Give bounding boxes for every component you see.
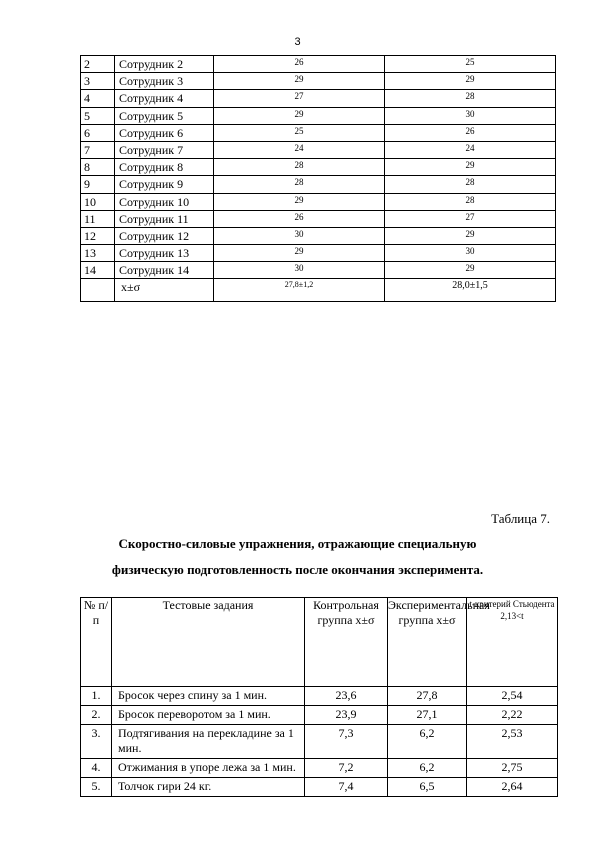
header-experimental: Экспериментальная группа x±σ bbox=[388, 598, 467, 687]
table-row bbox=[81, 193, 556, 210]
score-before: 30 bbox=[214, 227, 385, 244]
row-number: 2. bbox=[81, 706, 112, 725]
employee-scores-body bbox=[81, 56, 556, 302]
score-before: 26 bbox=[214, 56, 385, 73]
table-row bbox=[81, 176, 556, 193]
test-name: Бросок переворотом за 1 мин. bbox=[112, 706, 305, 725]
row-number: 4. bbox=[81, 759, 112, 778]
speed-strength-table bbox=[80, 597, 558, 797]
control-value: 7,4 bbox=[305, 778, 388, 797]
table-row bbox=[81, 56, 556, 73]
control-value: 23,9 bbox=[305, 706, 388, 725]
row-number: 11 bbox=[81, 210, 115, 227]
control-value: 23,6 bbox=[305, 687, 388, 706]
test-name: Толчок гири 24 кг. bbox=[112, 778, 305, 797]
t-value: 2,54 bbox=[467, 687, 558, 706]
score-before: 29 bbox=[214, 107, 385, 124]
table-row bbox=[81, 687, 558, 706]
total-before: 27,8±1,2 bbox=[214, 279, 385, 302]
score-before: 29 bbox=[214, 73, 385, 90]
header-test: Тестовые задания bbox=[112, 598, 305, 687]
score-after: 25 bbox=[385, 56, 556, 73]
total-row bbox=[81, 279, 556, 302]
table-row bbox=[81, 159, 556, 176]
table-row bbox=[81, 725, 558, 759]
row-number: 12 bbox=[81, 227, 115, 244]
table-row bbox=[81, 141, 556, 158]
employee-name: Сотрудник 11 bbox=[115, 210, 214, 227]
score-before: 30 bbox=[214, 262, 385, 279]
score-before: 27 bbox=[214, 90, 385, 107]
employee-name: Сотрудник 12 bbox=[115, 227, 214, 244]
score-after: 29 bbox=[385, 159, 556, 176]
control-value: 7,3 bbox=[305, 725, 388, 759]
employee-name: Сотрудник 2 bbox=[115, 56, 214, 73]
table-row bbox=[81, 73, 556, 90]
t-value: 2,64 bbox=[467, 778, 558, 797]
employee-name: Сотрудник 8 bbox=[115, 159, 214, 176]
row-number: 9 bbox=[81, 176, 115, 193]
speed-strength-body bbox=[81, 598, 558, 797]
employee-name: Сотрудник 3 bbox=[115, 73, 214, 90]
row-number: 7 bbox=[81, 141, 115, 158]
score-after: 30 bbox=[385, 245, 556, 262]
employee-name: Сотрудник 10 bbox=[115, 193, 214, 210]
row-number: 13 bbox=[81, 245, 115, 262]
employee-name: Сотрудник 5 bbox=[115, 107, 214, 124]
table-row bbox=[81, 245, 556, 262]
test-name: Отжимания в упоре лежа за 1 мин. bbox=[112, 759, 305, 778]
table-row bbox=[81, 706, 558, 725]
experimental-value: 6,2 bbox=[388, 725, 467, 759]
control-value: 7,2 bbox=[305, 759, 388, 778]
employee-name: Сотрудник 7 bbox=[115, 141, 214, 158]
row-number: 5 bbox=[81, 107, 115, 124]
table-row bbox=[81, 107, 556, 124]
test-name: Бросок через спину за 1 мин. bbox=[112, 687, 305, 706]
table-heading-line-2: физическую подготовленность после окончания эксперимента. bbox=[111, 562, 484, 577]
employee-name: Сотрудник 14 bbox=[115, 262, 214, 279]
table-row bbox=[81, 759, 558, 778]
t-value: 2,22 bbox=[467, 706, 558, 725]
table-row bbox=[81, 90, 556, 107]
total-label: x±σ bbox=[115, 279, 214, 302]
score-after: 30 bbox=[385, 107, 556, 124]
table-row bbox=[81, 124, 556, 141]
score-before: 29 bbox=[214, 193, 385, 210]
table-caption: Таблица 7. bbox=[491, 511, 550, 526]
table-heading-line-1: Скоростно-силовые упражнения, отражающие специальную bbox=[118, 536, 477, 551]
score-before: 28 bbox=[214, 159, 385, 176]
table-row bbox=[81, 778, 558, 797]
t-value: 2,75 bbox=[467, 759, 558, 778]
page-number: 3 bbox=[294, 36, 301, 48]
experimental-value: 6,2 bbox=[388, 759, 467, 778]
row-number: 8 bbox=[81, 159, 115, 176]
score-before: 29 bbox=[214, 245, 385, 262]
score-after: 24 bbox=[385, 141, 556, 158]
experimental-value: 27,8 bbox=[388, 687, 467, 706]
row-number: 1. bbox=[81, 687, 112, 706]
row-number: 4 bbox=[81, 90, 115, 107]
header-row bbox=[81, 598, 558, 687]
employee-name: Сотрудник 9 bbox=[115, 176, 214, 193]
row-number: 3 bbox=[81, 73, 115, 90]
header-num: № п/п bbox=[81, 598, 112, 687]
employee-name: Сотрудник 13 bbox=[115, 245, 214, 262]
score-after: 26 bbox=[385, 124, 556, 141]
score-before: 26 bbox=[214, 210, 385, 227]
experimental-value: 27,1 bbox=[388, 706, 467, 725]
table-row bbox=[81, 210, 556, 227]
employee-name: Сотрудник 6 bbox=[115, 124, 214, 141]
t-value: 2,53 bbox=[467, 725, 558, 759]
row-number: 6 bbox=[81, 124, 115, 141]
score-after: 29 bbox=[385, 227, 556, 244]
test-name: Подтягивания на перекладине за 1 мин. bbox=[112, 725, 305, 759]
score-after: 28 bbox=[385, 193, 556, 210]
experimental-value: 6,5 bbox=[388, 778, 467, 797]
score-after: 29 bbox=[385, 73, 556, 90]
row-number: 14 bbox=[81, 262, 115, 279]
score-after: 29 bbox=[385, 262, 556, 279]
score-after: 28 bbox=[385, 176, 556, 193]
row-number: 2 bbox=[81, 56, 115, 73]
row-number: 5. bbox=[81, 778, 112, 797]
score-before: 24 bbox=[214, 141, 385, 158]
employee-name: Сотрудник 4 bbox=[115, 90, 214, 107]
total-after: 28,0±1,5 bbox=[385, 279, 556, 302]
row-number: 10 bbox=[81, 193, 115, 210]
header-t-criterion: t-критерий Стьюдента 2,13<t bbox=[467, 598, 558, 687]
total-empty-cell bbox=[81, 279, 115, 302]
row-number: 3. bbox=[81, 725, 112, 759]
employee-scores-table bbox=[80, 55, 556, 302]
table-row bbox=[81, 227, 556, 244]
score-before: 25 bbox=[214, 124, 385, 141]
header-control: Контрольная группа x±σ bbox=[305, 598, 388, 687]
table-row bbox=[81, 262, 556, 279]
score-after: 28 bbox=[385, 90, 556, 107]
score-after: 27 bbox=[385, 210, 556, 227]
score-before: 28 bbox=[214, 176, 385, 193]
